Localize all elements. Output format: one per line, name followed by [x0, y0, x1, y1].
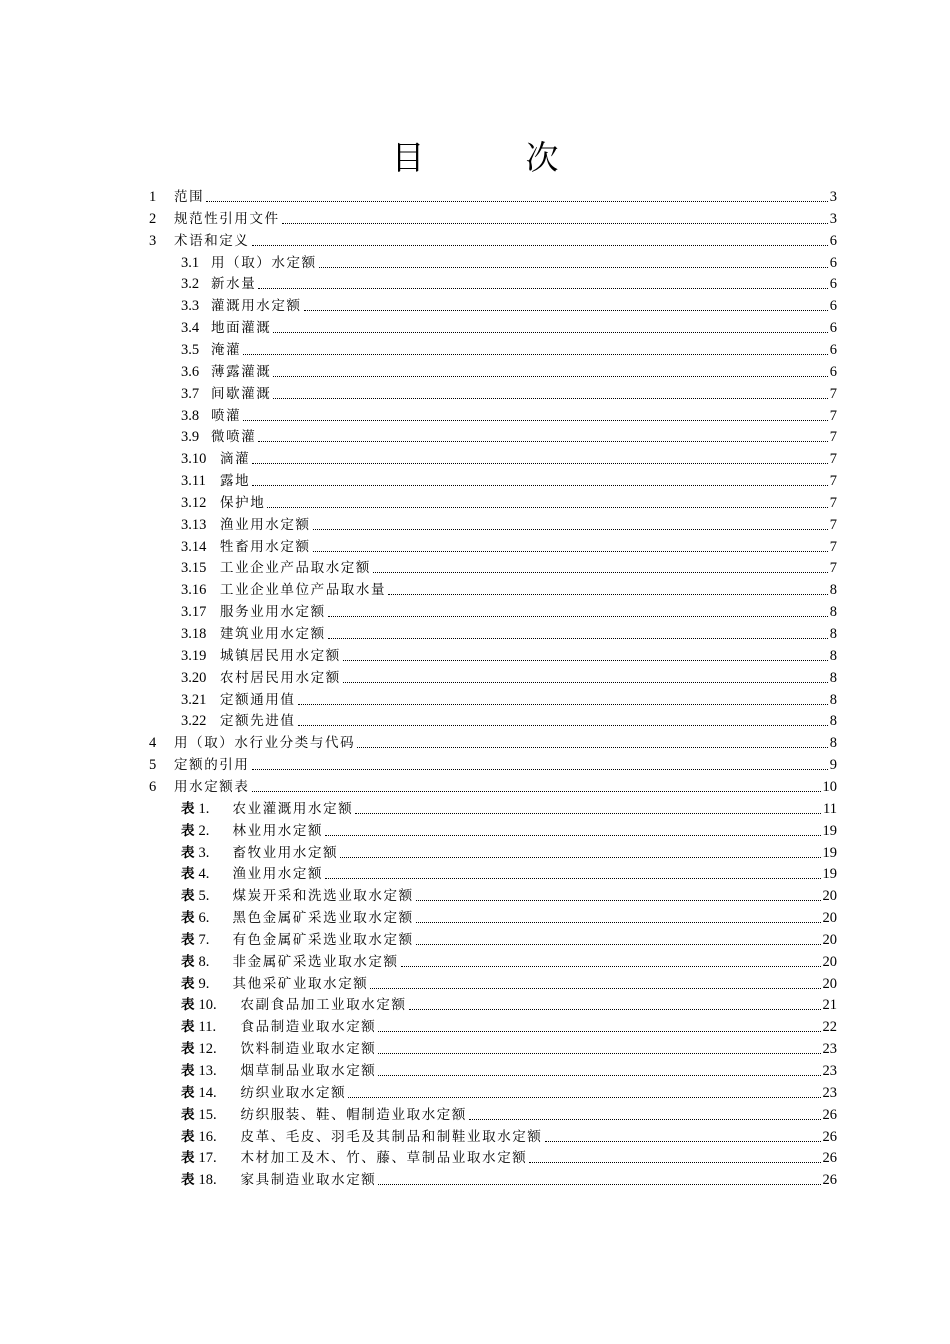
table-prefix: 表: [181, 822, 195, 839]
table-prefix: 表: [181, 1172, 195, 1189]
dot-leader: [252, 769, 828, 770]
toc-number: 3.13: [181, 516, 207, 533]
toc-number: 3.19: [181, 647, 207, 664]
toc-number: 3.8: [181, 407, 200, 424]
toc-page-number: 7: [829, 473, 837, 490]
toc-number: 2.: [198, 822, 210, 839]
toc-number: 13.: [198, 1063, 217, 1079]
dot-leader: [409, 1009, 821, 1010]
toc-subsection-3-1[interactable]: [181, 252, 837, 272]
table-prefix: 表: [181, 888, 195, 905]
toc-number: 17.: [198, 1150, 217, 1167]
toc-page-number: 8: [829, 604, 837, 621]
dot-leader: [378, 1031, 820, 1032]
toc-label: 黑色金属矿采选业取水定额: [232, 910, 414, 927]
toc-label: 城镇居民用水定额: [220, 647, 341, 664]
table-prefix: 表: [181, 1019, 195, 1036]
toc-page-number: 7: [829, 538, 837, 555]
table-prefix: 表: [181, 910, 195, 927]
dot-leader: [343, 660, 828, 661]
toc-table-17[interactable]: [181, 1147, 837, 1167]
toc-number: 10.: [198, 997, 217, 1014]
table-prefix: 表: [181, 866, 195, 883]
toc-number: 3.7: [181, 385, 200, 402]
toc-number: 16.: [198, 1128, 217, 1145]
toc-page-number: 20: [822, 975, 837, 992]
toc-label: 滴灌: [220, 451, 251, 468]
toc-page-number: 6: [829, 320, 837, 337]
toc-label: 纺织业取水定额: [240, 1084, 347, 1101]
dot-leader: [416, 922, 821, 923]
dot-leader: [243, 354, 828, 355]
table-prefix: 表: [181, 1041, 195, 1058]
toc-table-8[interactable]: [181, 951, 837, 971]
toc-page-number: 8: [829, 735, 837, 752]
toc-label: 煤炭开采和洗选业取水定额: [232, 888, 414, 905]
toc-subsection-3-9[interactable]: [181, 426, 837, 446]
toc-label: 术语和定义: [174, 232, 250, 249]
dot-leader: [325, 835, 820, 836]
dot-leader: [298, 725, 828, 726]
toc-page-number: 23: [822, 1041, 837, 1058]
page-title: 目 次: [391, 138, 593, 177]
toc-number: 3.12: [181, 494, 207, 511]
toc-number: 3.1: [181, 254, 200, 271]
toc-number: 4.: [198, 866, 210, 883]
dot-leader: [243, 420, 828, 421]
toc-number: 3.2: [181, 276, 200, 293]
toc-table-1[interactable]: [181, 798, 837, 818]
table-prefix: 表: [181, 800, 195, 817]
toc-subsection-3-8[interactable]: [181, 405, 837, 425]
toc-section-3[interactable]: [149, 230, 837, 250]
toc-number: 15.: [198, 1106, 217, 1123]
toc-section-1[interactable]: [149, 186, 837, 206]
dot-leader: [273, 332, 827, 333]
toc-table-13[interactable]: [181, 1060, 837, 1080]
toc-label: 牲畜用水定额: [220, 538, 311, 555]
toc-label: 用（取）水行业分类与代码: [174, 735, 356, 752]
toc-label: 纺织服装、鞋、帽制造业取水定额: [240, 1106, 467, 1123]
table-prefix: 表: [181, 1063, 195, 1079]
toc-page-number: 19: [822, 822, 837, 839]
toc-subsection-3-13[interactable]: [181, 514, 837, 534]
toc-page-number: 8: [829, 713, 837, 730]
toc-subsection-3-6[interactable]: [181, 361, 837, 381]
toc-number: 3.14: [181, 538, 207, 555]
toc-table-14[interactable]: [181, 1082, 837, 1102]
toc-page-number: 23: [822, 1063, 837, 1079]
toc-number: 4: [149, 735, 157, 752]
toc-page-number: 6: [829, 363, 837, 380]
toc-page-number: 26: [822, 1172, 837, 1189]
dot-leader: [416, 944, 821, 945]
toc-number: 14.: [198, 1084, 217, 1101]
toc-section-5[interactable]: [149, 754, 837, 774]
table-prefix: 表: [181, 1106, 195, 1123]
toc-page-number: 3: [829, 210, 837, 227]
toc-number: 12.: [198, 1041, 217, 1058]
dot-leader: [416, 900, 821, 901]
toc-page-number: 6: [829, 298, 837, 315]
dot-leader: [357, 747, 828, 748]
toc-number: 2: [149, 210, 157, 227]
toc-table-10[interactable]: [181, 994, 837, 1014]
toc-number: 3.15: [181, 560, 207, 577]
toc-label: 农副食品加工业取水定额: [240, 997, 407, 1014]
dot-leader: [401, 966, 821, 967]
toc-label: 农业灌溉用水定额: [232, 800, 354, 817]
dot-leader: [252, 485, 828, 486]
toc-label: 定额的引用: [174, 757, 250, 774]
toc-section-2[interactable]: [149, 208, 837, 228]
toc-label: 建筑业用水定额: [220, 626, 326, 642]
toc-number: 3.10: [181, 451, 207, 468]
toc-subsection-3-22[interactable]: [181, 710, 837, 730]
table-prefix: 表: [181, 844, 195, 861]
table-prefix: 表: [181, 1128, 195, 1145]
toc-number: 3.11: [181, 473, 206, 490]
toc-page-number: 21: [822, 997, 837, 1014]
toc-page-number: 20: [822, 888, 837, 905]
toc-number: 3.18: [181, 626, 207, 642]
toc-subsection-3-18[interactable]: [181, 623, 837, 643]
toc-label: 薄露灌溉: [211, 363, 272, 380]
toc-subsection-3-20[interactable]: [181, 667, 837, 687]
toc-number: 3.5: [181, 341, 200, 358]
toc-subsection-3-2[interactable]: [181, 273, 837, 293]
dot-leader: [258, 441, 827, 442]
toc-label: 露地: [220, 473, 251, 490]
toc-label: 服务业用水定额: [220, 604, 326, 621]
toc-label: 定额通用值: [220, 691, 296, 708]
toc-label: 工业企业单位产品取水量: [220, 582, 387, 599]
dot-leader: [273, 376, 827, 377]
toc-page-number: 7: [829, 429, 837, 446]
toc-page-number: 7: [829, 494, 837, 511]
toc-number: 7.: [198, 931, 210, 948]
toc-page-number: 8: [829, 626, 837, 642]
dot-leader: [378, 1184, 820, 1185]
toc-label: 非金属矿采选业取水定额: [232, 953, 399, 970]
toc-label: 间歇灌溉: [211, 385, 272, 402]
toc-number: 3.17: [181, 604, 207, 621]
dot-leader: [282, 223, 828, 224]
dot-leader: [252, 245, 828, 246]
toc-number: 3.20: [181, 669, 207, 686]
toc-subsection-3-7[interactable]: [181, 383, 837, 403]
toc-table-15[interactable]: [181, 1104, 837, 1124]
toc-page-number: 19: [822, 844, 837, 861]
toc-number: 3: [149, 232, 157, 249]
toc-number: 1: [149, 189, 157, 205]
toc-label: 食品制造业取水定额: [240, 1019, 377, 1036]
toc-page-number: 8: [829, 582, 837, 599]
dot-leader: [319, 267, 828, 268]
dot-leader: [378, 1075, 820, 1076]
toc-subsection-3-21[interactable]: [181, 689, 837, 709]
table-prefix: 表: [181, 975, 195, 992]
toc-label: 范围: [174, 189, 205, 205]
toc-number: 3.22: [181, 713, 207, 730]
dot-leader: [267, 507, 827, 508]
toc-label: 淹灌: [211, 341, 242, 358]
toc-number: 8.: [198, 953, 210, 970]
toc-label: 烟草制品业取水定额: [240, 1063, 377, 1079]
toc-subsection-3-5[interactable]: [181, 339, 837, 359]
toc-table-16[interactable]: [181, 1126, 837, 1146]
toc-page-number: 23: [822, 1084, 837, 1101]
toc-subsection-3-11[interactable]: [181, 470, 837, 490]
dot-leader: [388, 594, 828, 595]
dot-leader: [304, 310, 828, 311]
dot-leader: [529, 1162, 820, 1163]
dot-leader: [252, 463, 828, 464]
dot-leader: [545, 1141, 821, 1142]
toc-label: 用水定额表: [174, 778, 250, 795]
toc-subsection-3-3[interactable]: [181, 295, 837, 315]
toc-subsection-3-19[interactable]: [181, 645, 837, 665]
toc-page-number: 7: [829, 407, 837, 424]
toc-label: 保护地: [220, 494, 266, 511]
toc-table-5[interactable]: [181, 885, 837, 905]
toc-table-2[interactable]: [181, 820, 837, 840]
toc-table-9[interactable]: [181, 973, 837, 993]
dot-leader: [313, 529, 828, 530]
table-prefix: 表: [181, 1150, 195, 1167]
toc-label: 地面灌溉: [211, 320, 272, 337]
toc-label: 畜牧业用水定额: [232, 844, 339, 861]
toc-label: 皮革、毛皮、羽毛及其制品和制鞋业取水定额: [240, 1128, 543, 1145]
toc-section-6[interactable]: [149, 776, 837, 796]
toc-table-6[interactable]: [181, 907, 837, 927]
toc-page-number: 7: [829, 560, 837, 577]
dot-leader: [355, 813, 821, 814]
dot-leader: [378, 1053, 820, 1054]
toc-page-number: 7: [829, 516, 837, 533]
toc-page-number: 8: [829, 691, 837, 708]
toc-page-number: 26: [822, 1106, 837, 1123]
toc-number: 3.6: [181, 363, 200, 380]
toc-page-number: 10: [822, 778, 837, 795]
toc-label: 新水量: [211, 276, 257, 293]
toc-table-18[interactable]: [181, 1169, 837, 1189]
toc-label: 渔业用水定额: [220, 516, 311, 533]
toc-page-number: 9: [829, 757, 837, 774]
toc-subsection-3-16[interactable]: [181, 579, 837, 599]
toc-page-number: 7: [829, 385, 837, 402]
toc-number: 3.: [198, 844, 210, 861]
toc-page-number: 26: [822, 1150, 837, 1167]
toc-page-number: 6: [829, 232, 837, 249]
toc-number: 6: [149, 778, 157, 795]
dot-leader: [370, 988, 820, 989]
dot-leader: [298, 704, 828, 705]
dot-leader: [340, 857, 820, 858]
toc-label: 其他采矿业取水定额: [232, 975, 369, 992]
toc-page-number: 20: [822, 910, 837, 927]
toc-label: 有色金属矿采选业取水定额: [232, 931, 414, 948]
dot-leader: [373, 572, 828, 573]
dot-leader: [313, 551, 828, 552]
dot-leader: [328, 638, 828, 639]
table-prefix: 表: [181, 997, 195, 1014]
toc-label: 林业用水定额: [232, 822, 324, 839]
toc-page-number: 26: [822, 1128, 837, 1145]
toc-label: 定额先进值: [220, 713, 296, 730]
toc-page-number: 20: [822, 953, 837, 970]
toc-page-number: 8: [829, 647, 837, 664]
toc-table-7[interactable]: [181, 929, 837, 949]
toc-page-number: 8: [829, 669, 837, 686]
toc-number: 3.4: [181, 320, 200, 337]
toc-label: 微喷灌: [211, 429, 257, 446]
toc-number: 11.: [198, 1019, 217, 1036]
toc-page-number: 20: [822, 931, 837, 948]
toc-label: 用（取）水定额: [211, 254, 317, 271]
dot-leader: [348, 1097, 820, 1098]
toc-number: 3.16: [181, 582, 207, 599]
table-prefix: 表: [181, 953, 195, 970]
table-prefix: 表: [181, 931, 195, 948]
dot-leader: [258, 288, 827, 289]
dot-leader: [206, 201, 828, 202]
dot-leader: [252, 791, 821, 792]
toc-table-4[interactable]: [181, 863, 837, 883]
toc-section-4[interactable]: [149, 732, 837, 752]
toc-number: 3.3: [181, 298, 200, 315]
dot-leader: [273, 398, 827, 399]
toc-number: 6.: [198, 910, 210, 927]
toc-subsection-3-17[interactable]: [181, 601, 837, 621]
toc-number: 1.: [198, 800, 210, 817]
toc-subsection-3-15[interactable]: [181, 557, 837, 577]
dot-leader: [343, 682, 828, 683]
toc-page-number: 6: [829, 276, 837, 293]
toc-label: 工业企业产品取水定额: [220, 560, 371, 577]
toc-page-number: 6: [829, 254, 837, 271]
toc-page-number: 6: [829, 341, 837, 358]
toc-label: 规范性引用文件: [174, 210, 280, 227]
toc-subsection-3-4[interactable]: [181, 317, 837, 337]
toc-table-11[interactable]: [181, 1016, 837, 1036]
toc-number: 18.: [198, 1172, 217, 1189]
toc-label: 木材加工及木、竹、藤、草制品业取水定额: [240, 1150, 528, 1167]
toc-page-number: 19: [822, 866, 837, 883]
toc-table-3[interactable]: [181, 842, 837, 862]
toc-number: 5: [149, 757, 157, 774]
toc-page-number: 3: [829, 189, 837, 205]
dot-leader: [469, 1119, 821, 1120]
toc-label: 家具制造业取水定额: [240, 1172, 377, 1189]
toc-subsection-3-12[interactable]: [181, 492, 837, 512]
toc-page-number: 11: [823, 800, 837, 817]
toc-label: 灌溉用水定额: [211, 298, 302, 315]
toc-subsection-3-14[interactable]: [181, 536, 837, 556]
toc-number: 9.: [198, 975, 210, 992]
table-prefix: 表: [181, 1084, 195, 1101]
toc-label: 渔业用水定额: [232, 866, 324, 883]
toc-page-number: 7: [829, 451, 837, 468]
toc-page-number: 22: [822, 1019, 837, 1036]
toc-number: 3.21: [181, 691, 207, 708]
toc-label: 农村居民用水定额: [220, 669, 341, 686]
toc-number: 3.9: [181, 429, 200, 446]
toc-label: 饮料制造业取水定额: [240, 1041, 377, 1058]
toc-label: 喷灌: [211, 407, 242, 424]
dot-leader: [328, 616, 828, 617]
dot-leader: [325, 878, 820, 879]
toc-subsection-3-10[interactable]: [181, 448, 837, 468]
toc-table-12[interactable]: [181, 1038, 837, 1058]
toc-number: 5.: [198, 888, 210, 905]
